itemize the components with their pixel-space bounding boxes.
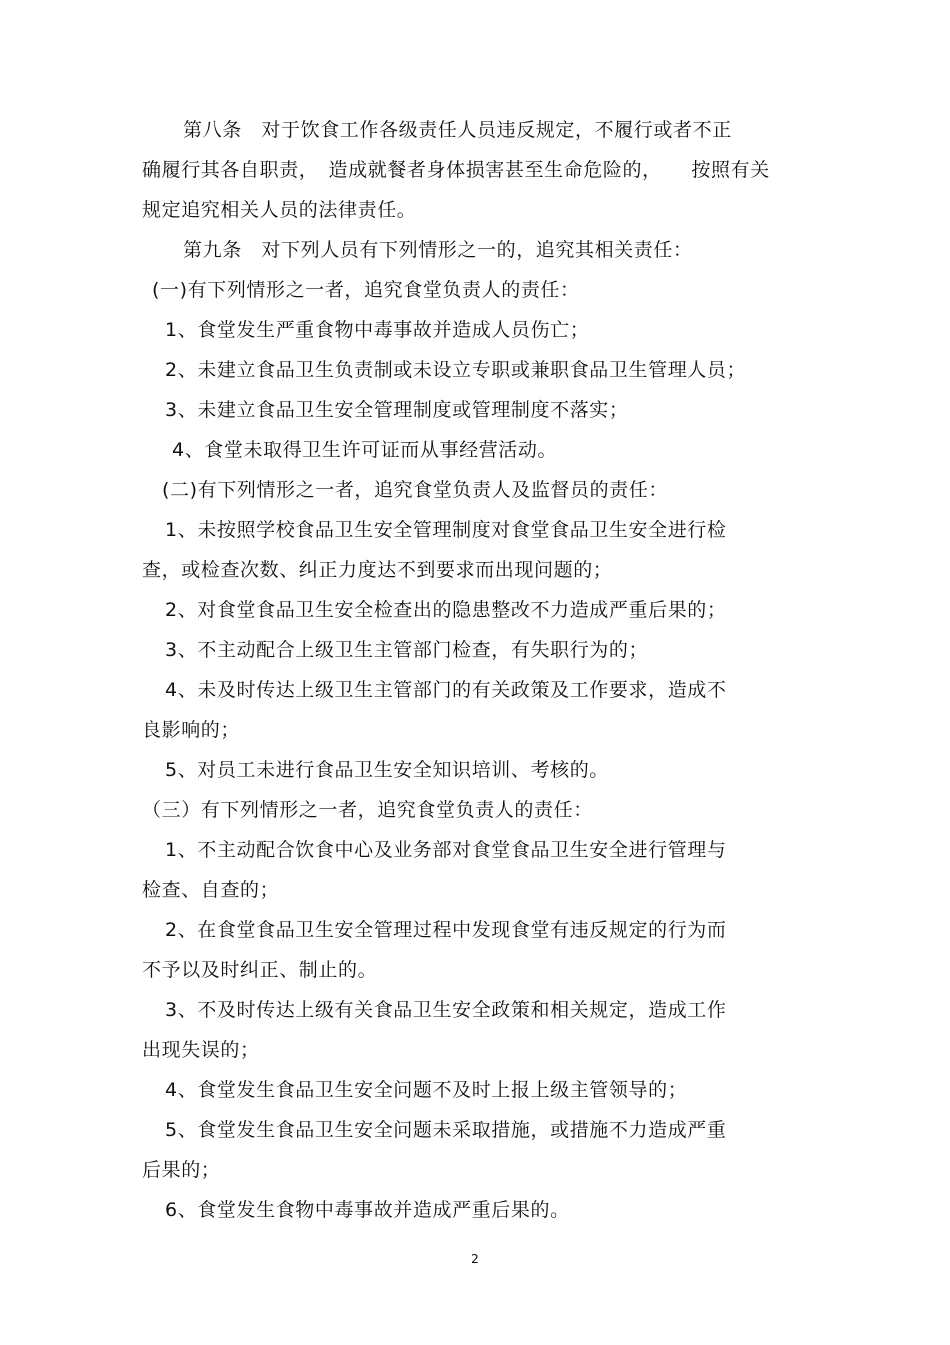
section-3-item-6: 6、食堂发生食物中毒事故并造成严重后果的。 bbox=[165, 1199, 570, 1221]
section-2-item-4-line-2: 良影响的； bbox=[142, 719, 241, 741]
section-3-item-2-line-2: 不予以及时纠正、制止的。 bbox=[142, 959, 378, 981]
section-3-item-1-line-2: 检查、自查的； bbox=[142, 879, 280, 901]
section-3-item-5-line-2: 后果的； bbox=[142, 1159, 221, 1181]
section-2-item-4-line-1: 4、未及时传达上级卫生主管部门的有关政策及工作要求，造成不 bbox=[165, 679, 727, 701]
section-3-item-5-line-1: 5、食堂发生食品卫生安全问题未采取措施，或措施不力造成严重 bbox=[165, 1119, 727, 1141]
section-3-item-4: 4、食堂发生食品卫生安全问题不及时上报上级主管领导的； bbox=[165, 1079, 688, 1101]
section-1-item-3: 3、未建立食品卫生安全管理制度或管理制度不落实； bbox=[165, 399, 629, 421]
section-2-heading: (二)有下列情形之一者，追究食堂负责人及监督员的责任： bbox=[162, 479, 669, 501]
section-2-item-3: 3、不主动配合上级卫生主管部门检查，有失职行为的； bbox=[165, 639, 649, 661]
article-8-line-3: 规定追究相关人员的法律责任。 bbox=[142, 199, 417, 221]
page-number: 2 bbox=[471, 1252, 479, 1266]
section-3-heading: （三）有下列情形之一者，追究食堂负责人的责任： bbox=[142, 799, 593, 821]
section-3-item-1-line-1: 1、不主动配合饮食中心及业务部对食堂食品卫生安全进行管理与 bbox=[165, 839, 727, 861]
section-1-item-2: 2、未建立食品卫生负责制或未设立专职或兼职食品卫生管理人员； bbox=[165, 359, 747, 381]
section-2-item-1-line-2: 查，或检查次数、纠正力度达不到要求而出现问题的； bbox=[142, 559, 613, 581]
section-2-item-5: 5、对员工未进行食品卫生安全知识培训、考核的。 bbox=[165, 759, 609, 781]
section-3-item-3-line-1: 3、不及时传达上级有关食品卫生安全政策和相关规定，造成工作 bbox=[165, 999, 727, 1021]
section-2-item-2: 2、对食堂食品卫生安全检查出的隐患整改不力造成严重后果的； bbox=[165, 599, 727, 621]
section-1-item-1: 1、食堂发生严重食物中毒事故并造成人员伤亡； bbox=[165, 319, 590, 341]
section-1-item-4: 4、食堂未取得卫生许可证而从事经营活动。 bbox=[172, 439, 558, 461]
section-3-item-2-line-1: 2、在食堂食品卫生安全管理过程中发现食堂有违反规定的行为而 bbox=[165, 919, 727, 941]
article-8-line-2: 确履行其各自职责， 造成就餐者身体损害甚至生命危险的， 按照有关 bbox=[142, 159, 770, 181]
article-8-line-1: 第八条 对于饮食工作各级责任人员违反规定，不履行或者不正 bbox=[183, 119, 732, 141]
article-9-heading: 第九条 对下列人员有下列情形之一的，追究其相关责任： bbox=[183, 239, 693, 261]
section-1-heading: (一)有下列情形之一者，追究食堂负责人的责任： bbox=[152, 279, 580, 301]
section-3-item-3-line-2: 出现失误的； bbox=[142, 1039, 260, 1061]
section-2-item-1-line-1: 1、未按照学校食品卫生安全管理制度对食堂食品卫生安全进行检 bbox=[165, 519, 727, 541]
